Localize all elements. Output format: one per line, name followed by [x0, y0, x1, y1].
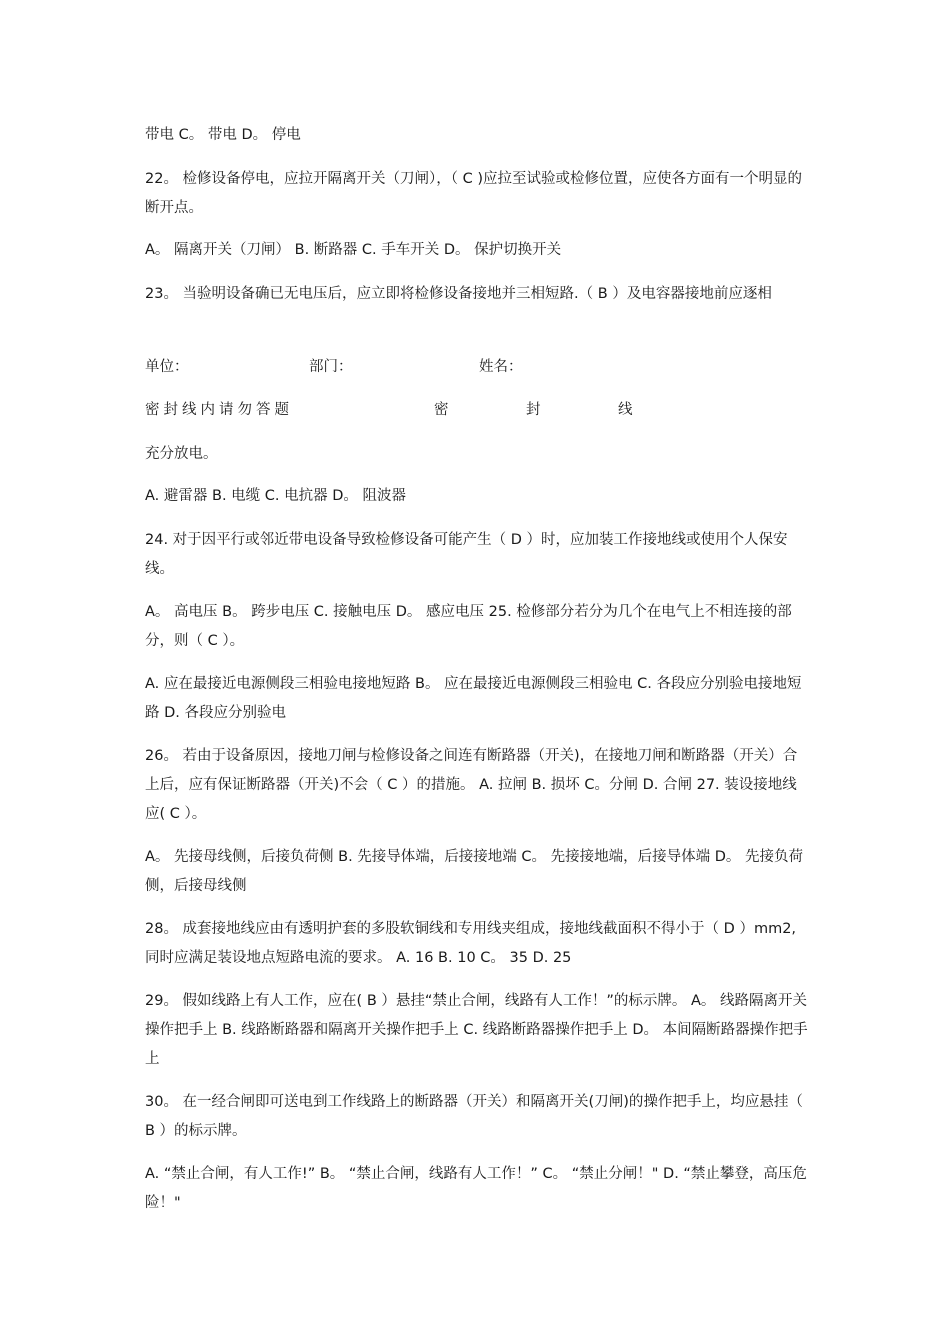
question-29: 29。 假如线路上有人工作，应在( B ）悬挂“禁止合闸，线路有人工作！”的标示牌。 A。 线路隔离开关操作把手上 B. 线路断路器和隔离开关操作把手上 C. 线路断路器操作把手上 D。 本间隔断路器操作把手上: [145, 993, 808, 1067]
question-30-options: A. “禁止合闸，有人工作!” B。 “禁止合闸，线路有人工作！” C。 “禁止分闸！" D. “禁止攀登，高压危险！": [145, 1166, 807, 1211]
question-30: 30。 在一经合闸即可送电到工作线路上的断路器（开关）和隔离开关(刀闸)的操作把手上，均应悬挂（ B ）的标示牌。: [145, 1094, 803, 1139]
question-26-27: 26。 若由于设备原因，接地刀闸与检修设备之间连有断路器（开关)，在接地刀闸和断路器（开关）合上后，应有保证断路器（开关)不会（ C ）的措施。 A. 拉闸 B. 损坏 C。分闸 D. 合闸 27. 装设接地线应( C ）。: [145, 748, 798, 822]
seal-char-mi: 密: [434, 402, 449, 418]
question-22-options: A。 隔离开关（刀闸） B. 断路器 C. 手车开关 D。 保护切换开关: [145, 242, 562, 258]
header-department-label: 部门：: [309, 359, 353, 375]
header-unit-label: 单位：: [145, 359, 189, 375]
header-name-label: 姓名：: [479, 359, 523, 375]
question-27-options: A。 先接母线侧，后接负荷侧 B. 先接导体端，后接接地端 C。 先接接地端，后接导体端 D。 先接负荷侧，后接母线侧: [145, 849, 804, 894]
seal-char-xian: 线: [618, 402, 633, 418]
question-22: 22。 检修设备停电，应拉开隔离开关（刀闸），（ C )应拉至试验或检修位置，应使各方面有一个明显的断开点。: [145, 171, 803, 216]
question-23: 23。 当验明设备确已无电压后，应立即将检修设备接地并三相短路.（ B ）及电容器接地前应逐相: [145, 286, 772, 302]
answer-line-fragment: 带电 C。 带电 D。 停电: [145, 127, 301, 143]
question-23-options: A. 避雷器 B. 电缆 C. 电抗器 D。 阻波器: [145, 488, 406, 504]
question-23-continuation: 充分放电。: [145, 446, 218, 462]
question-25-options: A. 应在最接近电源侧段三相验电接地短路 B。 应在最接近电源侧段三相验电 C. 各段应分别验电接地短路 D. 各段应分别验电: [145, 676, 802, 721]
question-24-options-and-question-25: A。 高电压 B。 跨步电压 C. 接触电压 D。 感应电压 25. 检修部分若分为几个在电气上不相连接的部分，则（ C ）。: [145, 604, 792, 649]
question-24: 24. 对于因平行或邻近带电设备导致检修设备可能产生（ D ）时，应加装工作接地线或使用个人保安线。: [145, 532, 788, 577]
seal-char-feng: 封: [526, 402, 541, 418]
seal-line-notice: 密封线内请勿答题: [145, 402, 293, 418]
question-28: 28。 成套接地线应由有透明护套的多股软铜线和专用线夹组成，接地线截面积不得小于（ D ）mm2,同时应满足装设地点短路电流的要求。 A. 16 B. 10 C。 35 D. 25: [145, 921, 797, 966]
